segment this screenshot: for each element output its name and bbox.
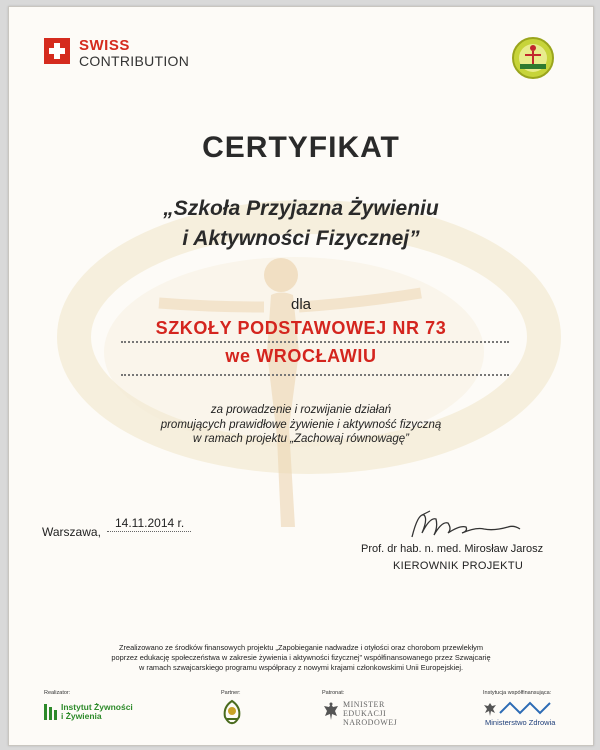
signatory-role: KIEROWNIK PROJEKTU <box>393 560 524 572</box>
swiss-brand-top: SWISS <box>79 37 130 54</box>
signing-date: 14.11.2014 r. <box>115 516 185 530</box>
patronat-label: Patronat: <box>322 690 345 696</box>
ministry-education-line2: EDUKACJI <box>343 709 387 718</box>
ministry-education-line1: MINISTER <box>343 700 385 709</box>
recipient-name-line1: SZKOŁY PODSTAWOWEJ NR 73 <box>155 318 447 338</box>
funding-statement <box>9 643 593 673</box>
date-dotted-line <box>107 531 191 532</box>
institute-logo-icon <box>44 704 58 720</box>
watermark-figure <box>9 7 593 745</box>
realizator-label: Realizator: <box>44 690 71 696</box>
ministry-health-name: Ministerstwo Zdrowia <box>485 718 556 727</box>
description-line3: w ramach projektu „Zachowaj równowagę” <box>192 433 410 445</box>
description-line1: za prowadzenie i rozwijanie działań <box>210 404 392 416</box>
ministry-education-name <box>343 700 397 727</box>
signatory-name: Prof. dr hab. n. med. Mirosław Jarosz <box>361 543 544 555</box>
cofinancing-label: Instytucja współfinansująca: <box>483 690 552 696</box>
realizator-name-line1: Instytut Żywności <box>61 702 133 712</box>
certificate-page <box>8 6 594 746</box>
program-name-line2: i Aktywności Fizycznej” <box>182 227 420 250</box>
funding-line3: w ramach szwajcarskiego programu współpracy z nowymi krajami członkowskimi Unii Europejskiej. <box>138 663 464 672</box>
ministry-health-logo-icon <box>498 699 554 717</box>
signature-image <box>404 507 524 541</box>
swiss-brand-bottom: CONTRIBUTION <box>79 53 190 69</box>
funding-line1: Zrealizowano ze środków finansowych projektu „Zapobieganie nadwadze i otyłości oraz chorobom przewlekłym <box>119 643 483 652</box>
program-badge-icon <box>511 36 555 80</box>
certificate-title: CERTYFIKAT <box>202 131 400 164</box>
dotted-line <box>121 374 509 376</box>
partner-label: Partner: <box>221 690 241 696</box>
description-line2: promujących prawidłowe żywienie i aktywność fizyczną <box>160 419 442 431</box>
recipient-intro: dla <box>290 296 312 313</box>
swiss-flag-icon <box>44 38 70 64</box>
funding-line2: poprzez edukację społeczeństwa w zakresie żywienia i aktywności fizycznej” współfinansowanego przez Szwajcarię <box>111 653 491 662</box>
realizator-name <box>61 703 133 721</box>
dotted-line <box>121 341 509 343</box>
ministry-health-eagle-icon <box>483 701 497 717</box>
recipient-name-line2: we WROCŁAWIU <box>225 346 377 366</box>
realizator-name-line2: i Żywienia <box>61 711 102 721</box>
polish-eagle-icon <box>322 701 340 723</box>
ministry-education-line3: NARODOWEJ <box>343 718 398 727</box>
partner-logo-icon <box>221 699 243 725</box>
signing-city: Warszawa, <box>42 525 101 539</box>
program-name-line1: „Szkoła Przyjazna Żywieniu <box>163 197 439 220</box>
